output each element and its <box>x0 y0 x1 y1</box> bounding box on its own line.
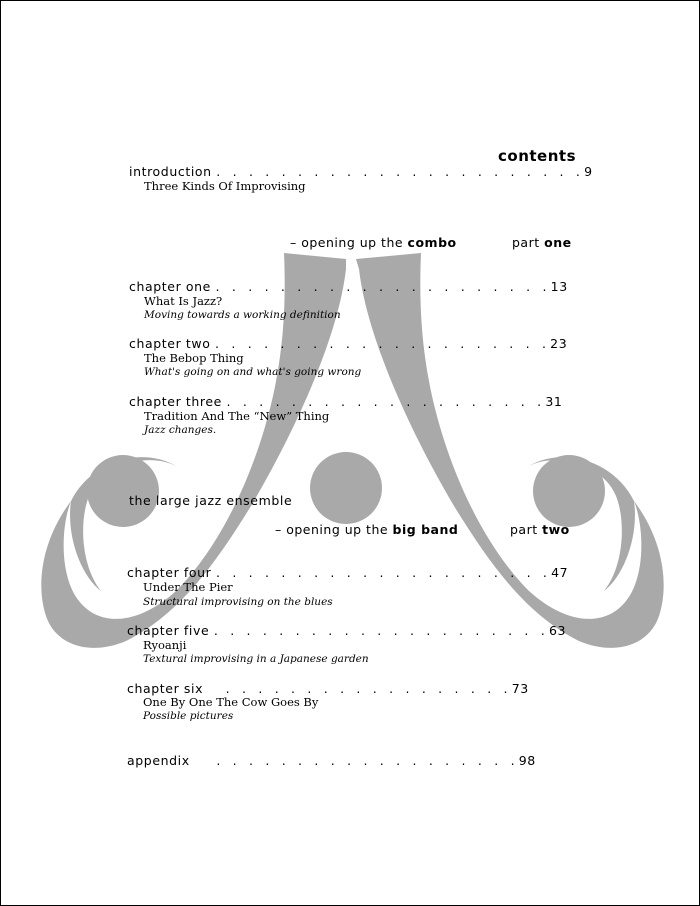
leader-dots: . . . . . . . . . . . . . . . . . . . . . <box>215 336 551 351</box>
chapter-one-entry[interactable] <box>129 279 568 294</box>
leader-dots: . . . . . . . . . . . . . . . . . . . . . <box>215 565 552 580</box>
chapter-five-entry[interactable] <box>127 623 566 638</box>
appendix-label: appendix <box>127 753 190 768</box>
large-ensemble-heading: the large jazz ensemble <box>129 493 293 508</box>
leader-dots: . . . . . . . . . . . . . . . . . . <box>225 681 512 696</box>
chapter-page-number: 13 <box>550 279 568 294</box>
introduction-page-number: 9 <box>584 164 593 179</box>
leader-dots: . . . . . . . . . . . . . . . . . . . . . <box>213 623 549 638</box>
introduction-label: introduction <box>129 164 212 179</box>
chapter-label: chapter three <box>129 394 222 409</box>
chapter-label: chapter five <box>127 623 210 638</box>
part-one-word: part <box>512 235 545 250</box>
part-one-heading <box>290 235 457 250</box>
part-two-label <box>510 522 570 537</box>
chapter-label: chapter six <box>127 681 204 696</box>
chapter-label: chapter four <box>127 565 212 580</box>
chapter-page-number: 31 <box>545 394 563 409</box>
introduction-subtitle: Three Kinds Of Improvising <box>144 179 306 193</box>
chapter-page-number: 23 <box>550 336 568 351</box>
introduction-entry[interactable] <box>129 164 593 179</box>
leader-dots: . . . . . . . . . . . . . . . . . . . <box>216 753 519 768</box>
chapter-title: Ryoanji <box>143 638 187 652</box>
leader-dots: . . . . . . . . . . . . . . . . . . . . . <box>215 279 551 294</box>
chapter-title: Under The Pier <box>143 580 233 594</box>
chapter-title: The Bebop Thing <box>144 351 244 365</box>
part-two-number: two <box>542 522 570 537</box>
leader-dots: . . . . . . . . . . . . . . . . . . . . . . . <box>216 164 585 179</box>
chapter-two-entry[interactable] <box>129 336 567 351</box>
part-two-prefix: – opening up the <box>275 522 393 537</box>
part-two-emphasis: big band <box>392 522 459 537</box>
page-title: contents <box>498 147 576 165</box>
part-two-heading <box>275 522 458 537</box>
decorative-ornament <box>1 1 699 905</box>
chapter-six-entry[interactable] <box>127 681 529 696</box>
chapter-description: What's going on and what's going wrong <box>144 366 362 378</box>
part-one-number: one <box>544 235 572 250</box>
chapter-four-entry[interactable] <box>127 565 568 580</box>
part-two-word: part <box>510 522 543 537</box>
leader-dots: . . . . . . . . . . . . . . . . . . . . <box>226 394 546 409</box>
chapter-page-number: 63 <box>548 623 567 638</box>
part-one-label <box>512 235 572 250</box>
chapter-title: What Is Jazz? <box>144 294 223 308</box>
chapter-description: Structural improvising on the blues <box>143 596 333 608</box>
chapter-label: chapter two <box>129 336 211 351</box>
right-circle <box>533 455 605 527</box>
chapter-description: Possible pictures <box>143 710 234 722</box>
left-circle <box>87 455 159 527</box>
chapter-description: Moving towards a working definition <box>144 309 341 321</box>
part-one-emphasis: combo <box>407 235 457 250</box>
chapter-description: Jazz changes. <box>144 424 217 436</box>
chapter-page-number: 47 <box>551 565 569 580</box>
chapter-description: Textural improvising in a Japanese garden <box>143 653 369 665</box>
chapter-three-entry[interactable] <box>129 394 562 409</box>
chapter-page-number: 73 <box>511 681 529 696</box>
center-circle <box>310 452 382 524</box>
chapter-title: One By One The Cow Goes By <box>143 695 319 709</box>
appendix-entry[interactable] <box>127 753 536 768</box>
right-arch-stroke <box>356 253 664 648</box>
part-one-prefix: – opening up the <box>290 235 408 250</box>
chapter-title: Tradition And The “New” Thing <box>144 409 330 423</box>
chapter-label: chapter one <box>129 279 211 294</box>
appendix-page-number: 98 <box>518 753 536 768</box>
